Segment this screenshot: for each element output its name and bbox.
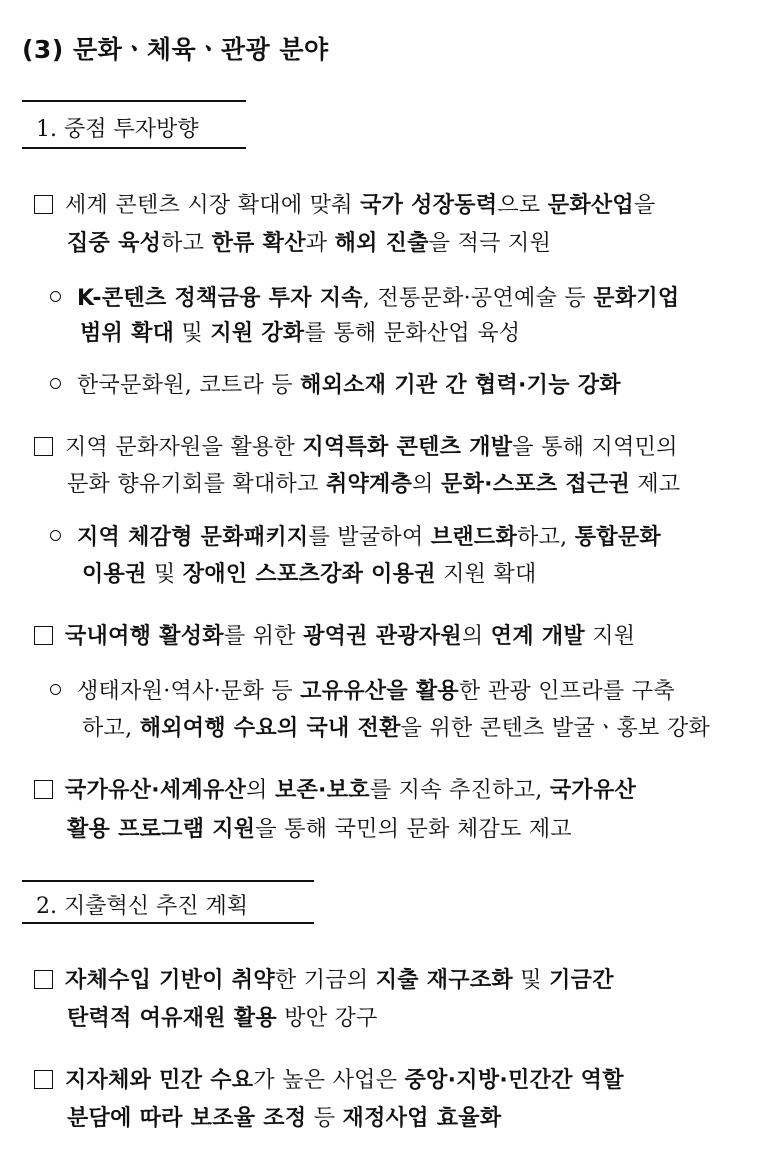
bullet-item-continuation: 탄력적 여유재원 활용 방안 강구: [67, 1006, 378, 1031]
bullet-item: 국내여행 활성화를 위한 광역권 관광자원의 연계 개발 지원: [34, 619, 635, 650]
bullet-item-continuation: 활용 프로그램 지원을 통해 국민의 문화 체감도 제고: [67, 817, 572, 842]
bullet-item-continuation: 문화 향유기회를 확대하고 취약계층의 문화·스포츠 접근권 제고: [67, 472, 681, 497]
sub-bullet-item: 지역 체감형 문화패키지를 발굴하여 브랜드화하고, 통합문화: [50, 520, 661, 551]
bullet-item-continuation: 집중 육성하고 한류 확산과 해외 진출을 적극 지원: [67, 231, 552, 256]
square-bullet-icon: [34, 437, 53, 456]
section-heading: 1. 중점 투자방향: [36, 117, 199, 142]
square-bullet-icon: [34, 1070, 53, 1089]
bullet-item: 세계 콘텐츠 시장 확대에 맞춰 국가 성장동력으로 문화산업을: [34, 188, 656, 219]
circle-bullet-icon: [50, 378, 61, 389]
square-bullet-icon: [34, 626, 53, 645]
section-rule-top: [22, 100, 246, 102]
circle-bullet-icon: [50, 291, 61, 302]
section-rule-top: [22, 880, 314, 882]
sub-bullet-item: 생태자원·역사·문화 등 고유유산을 활용한 관광 인프라를 구축: [50, 674, 675, 705]
bullet-item: 지자체와 민간 수요가 높은 사업은 중앙·지방·민간간 역할: [34, 1063, 624, 1094]
section-rule-bottom: [22, 922, 314, 924]
page-title: (3) 문화ㆍ체육ㆍ관광 분야: [22, 35, 329, 64]
sub-bullet-continuation: 범위 확대 및 지원 강화를 통해 문화산업 육성: [80, 321, 521, 346]
sub-bullet-continuation: 이용권 및 장애인 스포츠강좌 이용권 지원 확대: [82, 562, 537, 587]
square-bullet-icon: [34, 780, 53, 799]
section-rule-bottom: [22, 147, 246, 149]
sub-bullet-item: K-콘텐츠 정책금융 투자 지속, 전통문화·공연예술 등 문화기업: [50, 281, 679, 312]
sub-bullet-item: 한국문화원, 코트라 등 해외소재 기관 간 협력·기능 강화: [50, 368, 621, 399]
square-bullet-icon: [34, 195, 53, 214]
section-heading: 2. 지출혁신 추진 계획: [36, 894, 248, 919]
circle-bullet-icon: [50, 530, 61, 541]
sub-bullet-continuation: 하고, 해외여행 수요의 국내 전환을 위한 콘텐츠 발굴ㆍ홍보 강화: [82, 716, 711, 741]
bullet-item: 자체수입 기반이 취약한 기금의 지출 재구조화 및 기금간: [34, 963, 614, 994]
bullet-item: 국가유산·세계유산의 보존·보호를 지속 추진하고, 국가유산: [34, 773, 636, 804]
circle-bullet-icon: [50, 684, 61, 695]
bullet-item: 지역 문화자원을 활용한 지역특화 콘텐츠 개발을 통해 지역민의: [34, 430, 678, 461]
bullet-item-continuation: 분담에 따라 보조율 조정 등 재정사업 효율화: [67, 1106, 502, 1131]
square-bullet-icon: [34, 970, 53, 989]
